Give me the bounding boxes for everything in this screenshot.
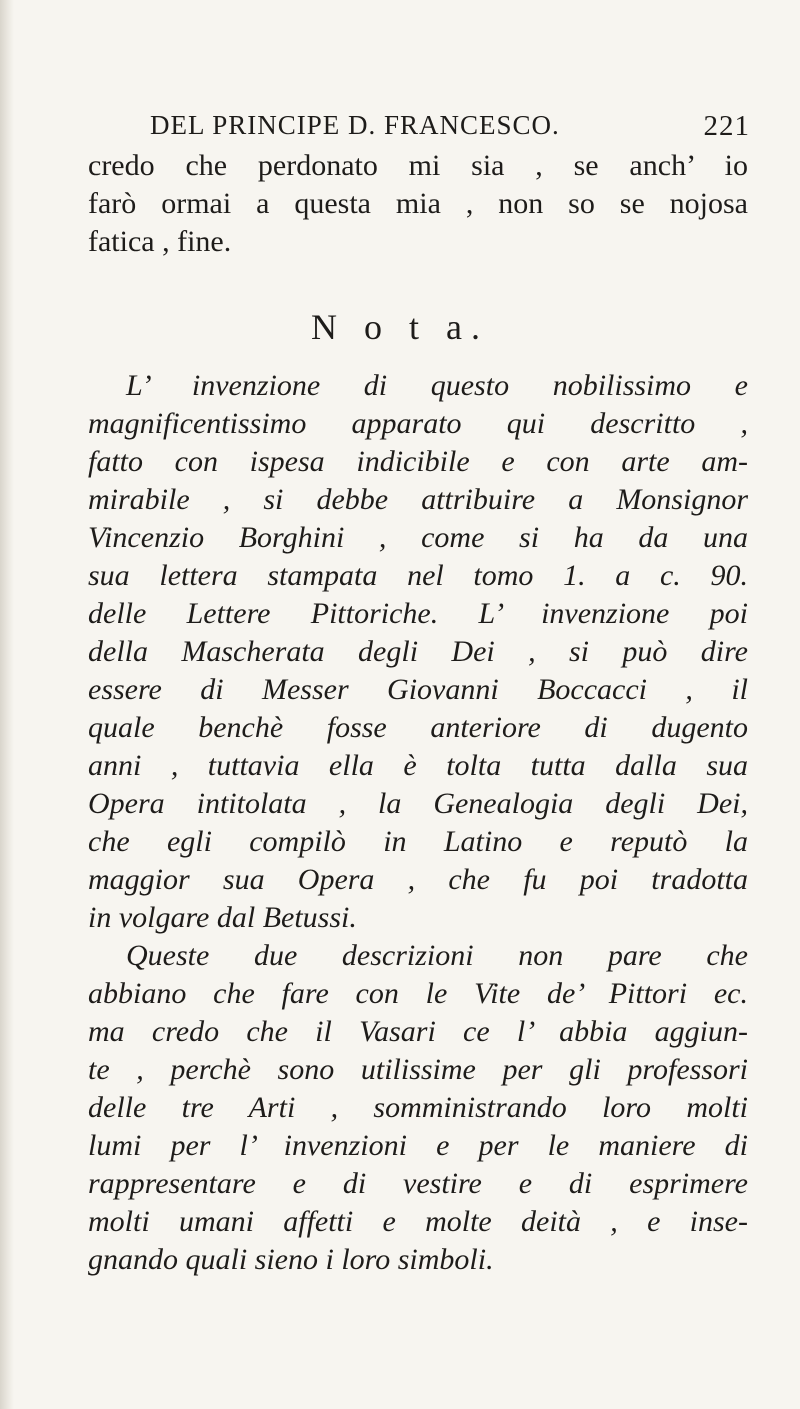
running-head xyxy=(150,110,750,146)
note-line: sua lettera stampata nel tomo 1. a c. 90. xyxy=(88,559,748,592)
text-line: credo che perdonato mi sia , se anch’ io xyxy=(88,149,748,182)
note-line: fatto con ispesa indicibile e con arte am- xyxy=(88,445,748,478)
note-line: essere di Messer Giovanni Boccacci , il xyxy=(88,673,748,706)
note-line: delle Lettere Pittoriche. L’ invenzione poi xyxy=(88,597,748,630)
note-line: quale benchè fosse anteriore di dugento xyxy=(88,711,748,744)
page-number: 221 xyxy=(703,110,750,142)
note-line: in volgare dal Betussi. xyxy=(88,901,357,934)
text-line: farò ormai a questa mia , non so se nojosa xyxy=(88,187,748,220)
note-line: Queste due descrizioni non pare che xyxy=(126,939,748,972)
note-line: rappresentare e di vestire e di esprimere xyxy=(88,1167,748,1200)
note-line: anni , tuttavia ella è tolta tutta dalla sua xyxy=(88,749,748,782)
note-line: gnando quali sieno i loro simboli. xyxy=(88,1243,494,1276)
note-line: L’ invenzione di questo nobilissimo e xyxy=(126,369,748,402)
note-line: lumi per l’ invenzioni e per le maniere di xyxy=(88,1129,748,1162)
note-line: ma credo che il Vasari ce l’ abbia aggiun- xyxy=(88,1015,748,1048)
note-line: della Mascherata degli Dei , si può dire xyxy=(88,635,748,668)
note-line: mirabile , si debbe attribuire a Monsignor xyxy=(88,483,748,516)
note-line: molti umani affetti e molte deità , e inse- xyxy=(88,1205,748,1238)
note-line: abbiano che fare con le Vite de’ Pittori ec. xyxy=(88,977,748,1010)
note-line: che egli compilò in Latino e reputò la xyxy=(88,825,748,858)
note-line: delle tre Arti , somministrando loro molti xyxy=(88,1091,748,1124)
note-line: maggior sua Opera , che fu poi tradotta xyxy=(88,863,748,896)
running-title: DEL PRINCIPE D. FRANCESCO. xyxy=(150,110,560,140)
binding-edge xyxy=(0,0,14,1409)
nota-heading: N o t a. xyxy=(311,307,489,347)
note-line: Vincenzio Borghini , come si ha da una xyxy=(88,521,748,554)
note-line: Opera intitolata , la Genealogia degli Dei, xyxy=(88,787,748,820)
text-line: fatica , fine. xyxy=(88,225,232,258)
note-line: magnificentissimo apparato qui descritto , xyxy=(88,407,748,440)
note-line: te , perchè sono utilissime per gli professori xyxy=(88,1053,748,1086)
